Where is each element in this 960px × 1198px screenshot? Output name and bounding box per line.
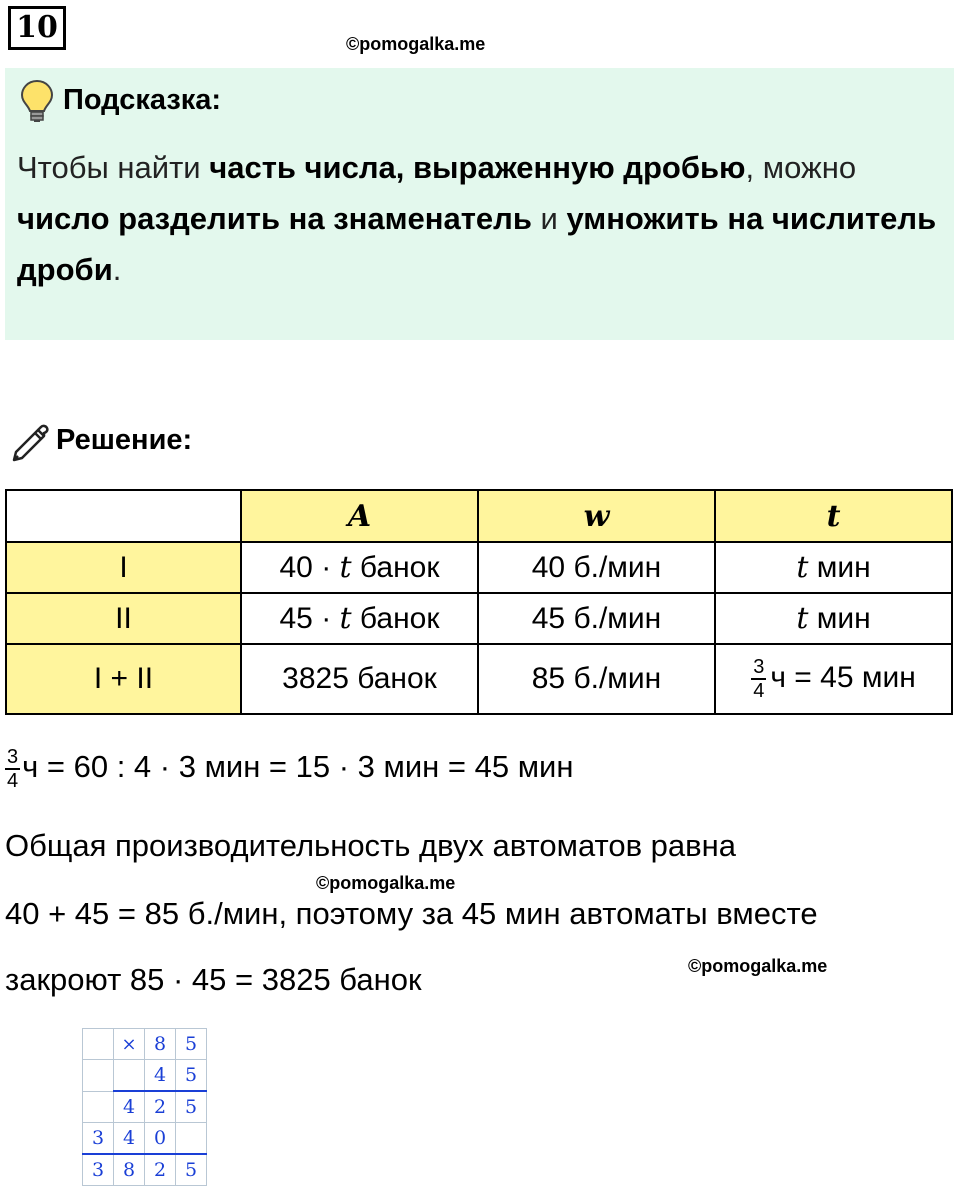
row-label: I — [6, 542, 241, 593]
cell-t: t мин — [715, 542, 952, 593]
calc-row — [83, 1154, 207, 1186]
calc-cell: 2 — [145, 1091, 176, 1123]
calc-row — [83, 1060, 207, 1092]
column-multiplication — [82, 1028, 207, 1186]
row-label: I + II — [6, 644, 241, 714]
solution-line-3: 40 + 45 = 85 б./мин, поэтому за 45 мин автоматы вместе — [5, 896, 818, 931]
calc-cell: 3 — [83, 1123, 114, 1155]
hint-title: Подсказка: — [63, 84, 222, 116]
multiply-sign: × — [114, 1029, 145, 1060]
calc-cell — [83, 1091, 114, 1123]
pencil-icon — [8, 420, 52, 464]
fraction: $\frac{3}{4}$ — [753, 656, 765, 702]
solution-title: Решение: — [56, 424, 193, 456]
calc-cell: 4 — [114, 1123, 145, 1155]
hint-text: Чтобы найти часть числа, выраженную дробью, можно число разделить на знаменатель и умножить на числитель дроби. — [17, 150, 937, 287]
row-label: II — [6, 593, 241, 644]
calc-cell — [114, 1060, 145, 1092]
calc-cell: 4 — [114, 1091, 145, 1123]
calc-cell: 5 — [176, 1060, 207, 1092]
header-A: A — [241, 490, 478, 542]
calc-cell — [83, 1060, 114, 1092]
solution-line-4: закроют 85 · 45 = 3825 банок — [5, 962, 422, 997]
calc-cell: 8 — [145, 1029, 176, 1060]
solution-line-2: Общая производительность двух автоматов равна — [5, 828, 736, 863]
cell-w: 85 б./мин — [478, 644, 715, 714]
calc-row — [83, 1123, 207, 1155]
watermark: ©pomogalka.me — [316, 873, 456, 893]
calc-cell: 4 — [145, 1060, 176, 1092]
calc-cell: 3 — [83, 1154, 114, 1186]
task-number: 10 — [8, 6, 66, 50]
table-header-row — [6, 490, 952, 542]
cell-t: t мин — [715, 593, 952, 644]
solution-table — [5, 489, 953, 715]
solution-line-1: $\frac{3}{4}$ ч = 60 : 4 · 3 мин = 15 · 3 мин = 45 мин — [7, 746, 574, 792]
calc-row — [83, 1091, 207, 1123]
calc-cell: 8 — [114, 1154, 145, 1186]
table-row — [6, 593, 952, 644]
cell-t: $\frac{3}{4}$ ч = 45 мин — [715, 644, 952, 714]
calc-cell: 5 — [176, 1154, 207, 1186]
cell-w: 40 б./мин — [478, 542, 715, 593]
calc-cell — [176, 1123, 207, 1155]
cell-A: 40 · t банок — [241, 542, 478, 593]
calc-cell: 5 — [176, 1091, 207, 1123]
header-t: t — [715, 490, 952, 542]
header-w: w — [478, 490, 715, 542]
calc-row — [83, 1029, 207, 1060]
hint-box — [5, 68, 954, 340]
watermark: ©pomogalka.me — [346, 34, 486, 54]
table-row — [6, 644, 952, 714]
table-row — [6, 542, 952, 593]
fraction: $\frac{3}{4}$ — [7, 746, 19, 792]
cell-A: 45 · t банок — [241, 593, 478, 644]
cell-w: 45 б./мин — [478, 593, 715, 644]
lightbulb-icon — [19, 78, 55, 124]
calc-cell: 0 — [145, 1123, 176, 1155]
cell-A: 3825 банок — [241, 644, 478, 714]
calc-cell: 5 — [176, 1029, 207, 1060]
calc-cell: 2 — [145, 1154, 176, 1186]
calc-cell — [83, 1029, 114, 1060]
table-corner-cell — [6, 490, 241, 542]
watermark: ©pomogalka.me — [688, 956, 828, 976]
